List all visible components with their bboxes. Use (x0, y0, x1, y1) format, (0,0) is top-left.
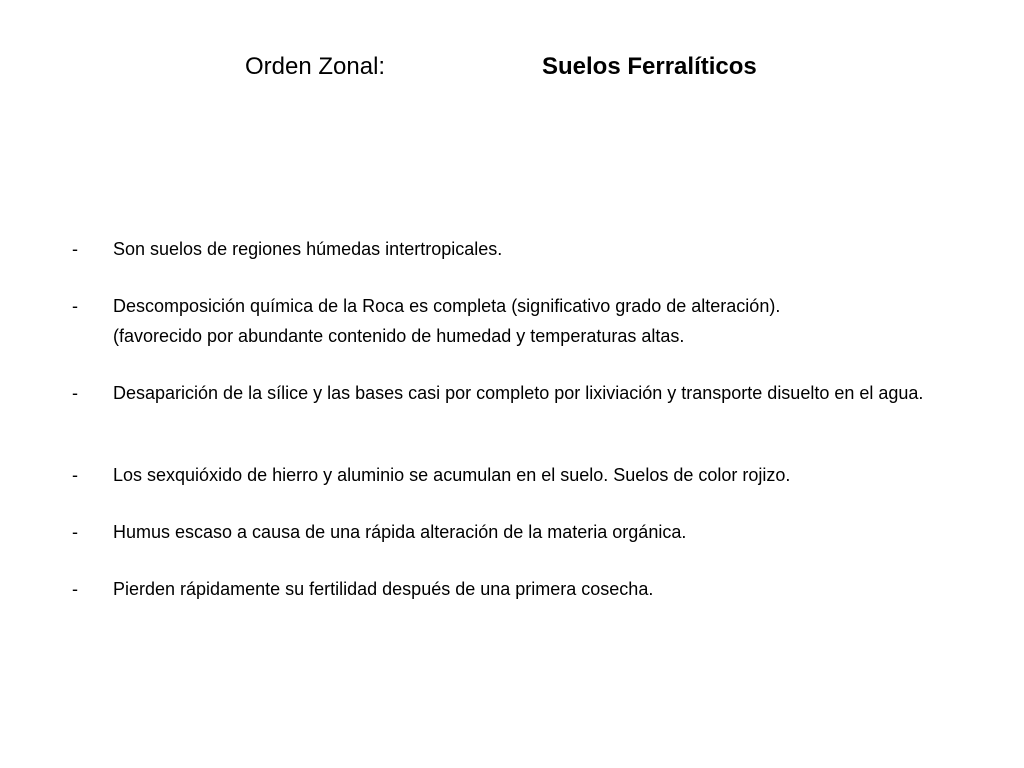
bullet-text: Pierden rápidamente su fertilidad después de una primera cosecha. (113, 579, 654, 599)
bullet-text: Humus escaso a causa de una rápida alteración de la materia orgánica. (113, 522, 687, 542)
bullet-continuation: (favorecido por abundante contenido de humedad y temperaturas altas. (113, 326, 685, 346)
bullet-dash: - (72, 383, 78, 403)
bullet-text: Desaparición de la sílice y las bases casi por completo por lixiviación y transporte disuelto en el agua. (113, 383, 924, 403)
bullet-text: Son suelos de regiones húmedas intertropicales. (113, 239, 503, 259)
bullet-text: Los sexquióxido de hierro y aluminio se acumulan en el suelo. Suelos de color rojizo. (113, 465, 791, 485)
bullet-dash: - (72, 465, 78, 485)
title-label: Orden Zonal: (245, 53, 386, 80)
bullet-text-block (113, 294, 973, 348)
bullet-dash: - (72, 239, 78, 259)
bullet-dash: - (72, 296, 78, 316)
bullet-dash: - (72, 522, 78, 542)
bullet-text: Descomposición química de la Roca es completa (significativo grado de alteración). (113, 296, 781, 316)
bullet-dash: - (72, 579, 78, 599)
title-value: Suelos Ferralíticos (542, 53, 757, 80)
